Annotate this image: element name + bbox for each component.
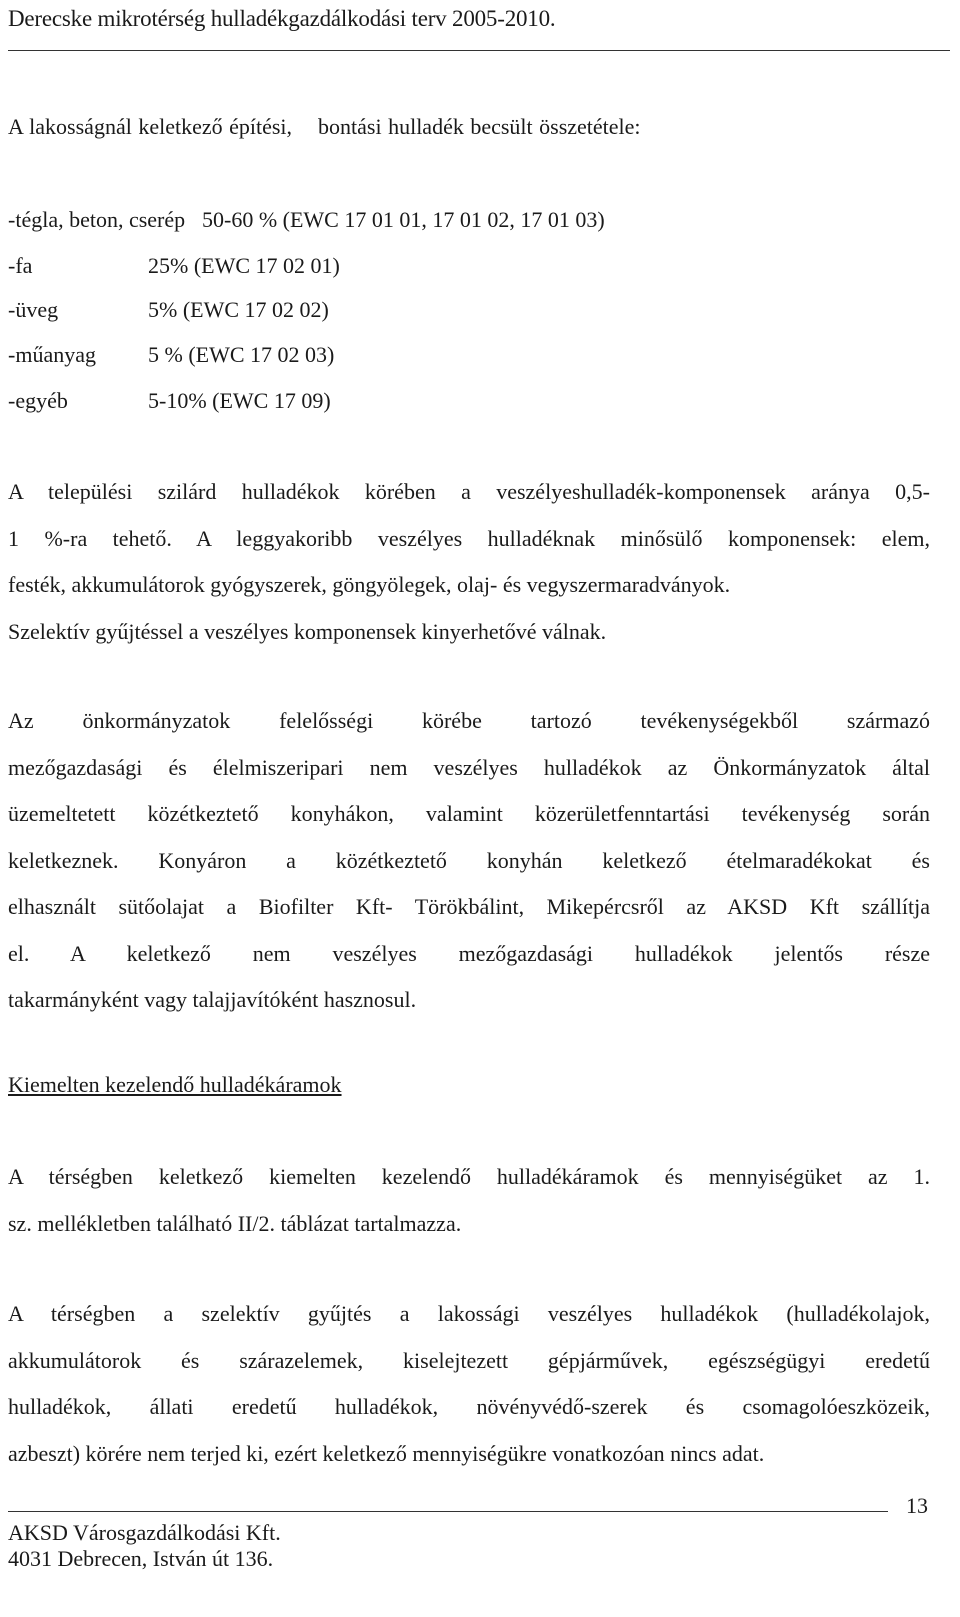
paragraph-municipal-waste — [8, 698, 930, 1024]
waste-item-label: -műanyag — [8, 342, 96, 367]
waste-item-value: 25% (EWC 17 02 01) — [148, 253, 340, 278]
text-line: akkumulátorok és szárazelemek, kiselejtezett gépjárművek, egészségügyi eredetű — [8, 1347, 930, 1373]
waste-item-label: -üveg — [8, 297, 59, 322]
header-divider — [8, 50, 950, 51]
text-line: el. A keletkező nem veszélyes mezőgazdasági hulladékok jelentős része — [8, 940, 930, 966]
waste-item-value: 50-60 % (EWC 17 01 01, 17 01 02, 17 01 03) — [202, 207, 605, 232]
text-line: 1 %-ra tehető. A leggyakoribb veszélyes hulladéknak minősülő komponensek: elem, — [8, 525, 930, 551]
document-title: Derecske mikrotérség hulladékgazdálkodási terv 2005-2010. — [8, 6, 556, 31]
text-line: mezőgazdasági és élelmiszeripari nem veszélyes hulladékok az Önkormányzatok által — [8, 754, 930, 780]
paragraph-special-streams — [8, 1154, 930, 1247]
waste-item-label: -fa — [8, 253, 33, 278]
intro-heading — [8, 104, 930, 151]
text-line: takarmányként vagy talajjavítóként hasznosul. — [8, 987, 417, 1012]
footer-address: 4031 Debrecen, István út 136. — [8, 1546, 274, 1571]
text-line: üzemeltetett közétkeztető konyhákon, valamint közerületfenntartási tevékenység során — [8, 801, 930, 826]
waste-item-value: 5 % (EWC 17 02 03) — [148, 342, 335, 367]
paragraph-selective-collection — [8, 1291, 930, 1477]
text-line: Az önkormányzatok felelősségi körébe tartozó tevékenységekből származó — [8, 708, 930, 733]
text-line: hulladékok, állati eredetű hulladékok, növényvédő-szerek és csomagolóeszközeik, — [8, 1394, 930, 1419]
waste-item-label: -tégla, beton, cserép — [8, 207, 186, 232]
text-line: A térségben keletkező kiemelten kezelendő hulladékáramok és mennyiségüket az 1. — [8, 1164, 930, 1189]
text-line: Szelektív gyűjtéssel a veszélyes komponensek kinyerhetővé válnak. — [8, 618, 607, 644]
text-line: festék, akkumulátorok gyógyszerek, göngyölegek, olaj- és vegyszermaradványok. — [8, 572, 731, 597]
text-line: A települési szilárd hulladékok körében a veszélyeshulladék-komponensek aránya 0,5- — [8, 479, 930, 504]
paragraph-hazardous-waste — [8, 469, 930, 655]
text-line: A térségben a szelektív gyűjtés a lakossági veszélyes hulladékok (hulladékolajok, — [8, 1301, 930, 1326]
footer-company: AKSD Városgazdálkodási Kft. — [8, 1520, 281, 1545]
text-line: elhasznált sütőolajat a Biofilter Kft- Törökbálint, Mikepércsről az AKSD Kft szállítja — [8, 894, 930, 919]
section-heading — [8, 1062, 930, 1109]
intro-heading-text: A lakosságnál keletkező építési, bontási hulladék becsült összetétele: — [8, 114, 641, 139]
text-line: sz. mellékletben található II/2. táblázat tartalmazza. — [8, 1210, 462, 1236]
text-line: azbeszt) körére nem terjed ki, ezért keletkező mennyiségükre vonatkozóan nincs adat. — [8, 1440, 765, 1466]
page-number: 13 — [906, 1493, 928, 1518]
waste-item-value: 5% (EWC 17 02 02) — [148, 297, 329, 322]
section-heading-text: Kiemelten kezelendő hulladékáramok — [8, 1072, 342, 1097]
footer-divider — [8, 1511, 888, 1512]
waste-item-label: -egyéb — [8, 388, 68, 413]
text-line: keletkeznek. Konyáron a közétkeztető konyhán keletkező ételmaradékokat és — [8, 847, 930, 873]
waste-item-value: 5-10% (EWC 17 09) — [148, 388, 331, 413]
